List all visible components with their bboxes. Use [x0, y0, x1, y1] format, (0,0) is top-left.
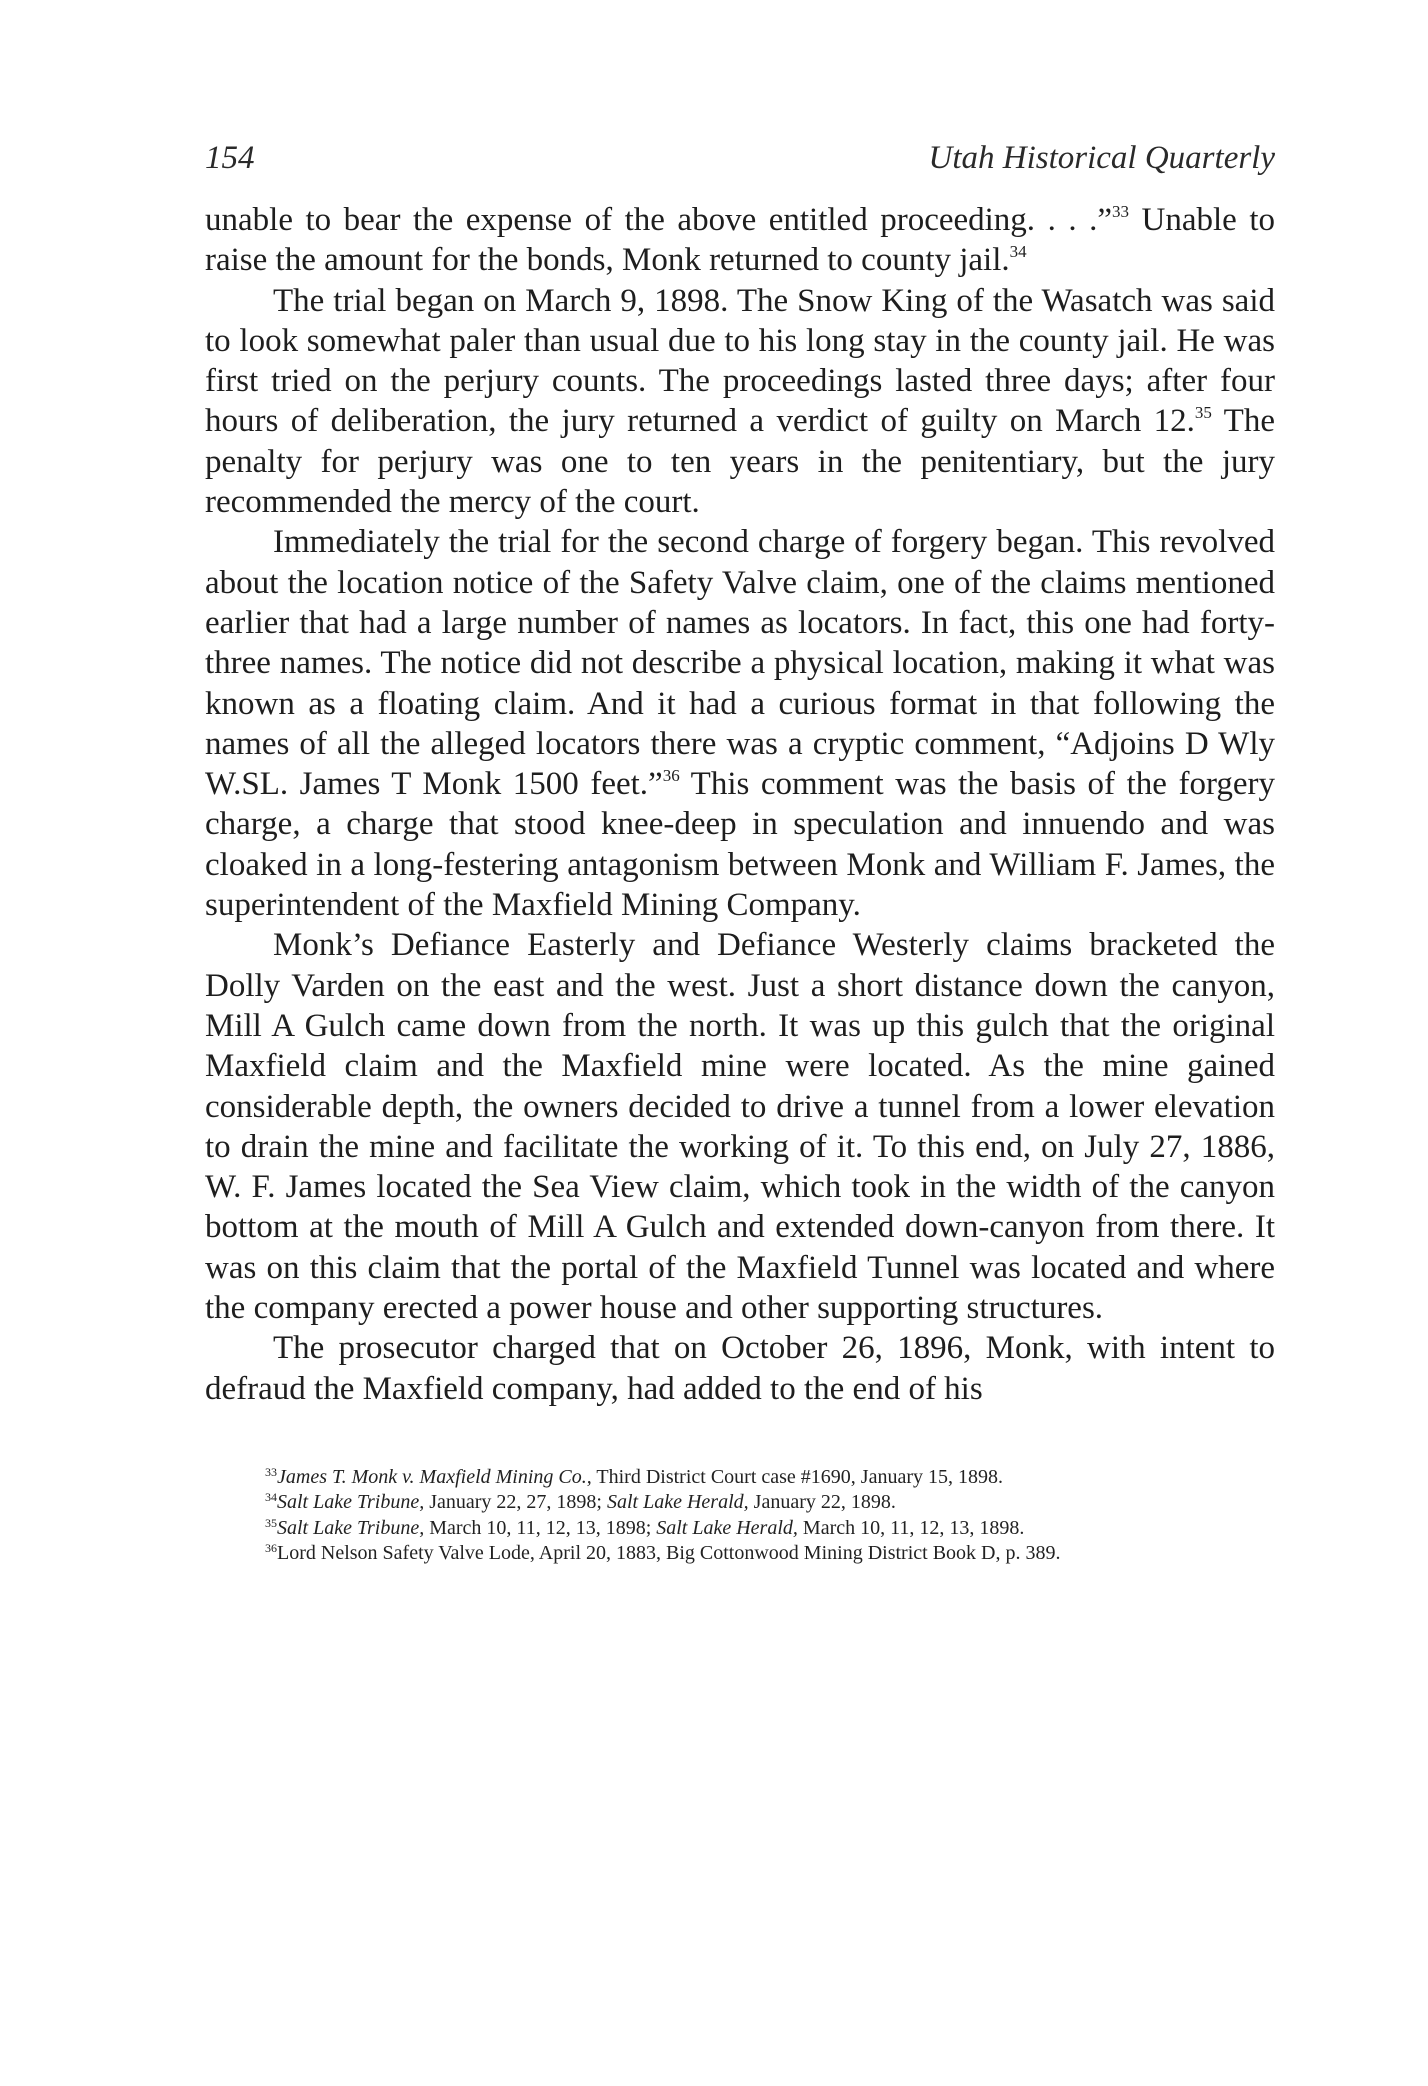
footnote-number: 33 — [265, 1464, 277, 1479]
paragraph-text: unable to bear the expense of the above entitled proceeding. . . .” — [205, 202, 1112, 238]
journal-title: Utah Historical Quarterly — [928, 140, 1275, 176]
paragraph-text: The penalty for perjury was one to ten years in the penitentiary, but the jury recommended the mercy of the court. — [205, 403, 1275, 521]
footnotes — [205, 1465, 1275, 1567]
footnote-35 — [265, 1516, 1275, 1542]
footnote-number: 36 — [265, 1541, 277, 1556]
paragraph-4: Monk’s Defiance Easterly and Defiance Westerly claims bracketed the Dolly Varden on the east and the west. Just a short distance down the canyon, Mill A Gulch came down from the north. It was up this gulch that the original Maxfield claim and the Maxfield mine were located. As the mine gained considerable depth, the owners decided to drive a tunnel from a lower elevation to drain the mine and facilitate the working of it. To this end, on July 27, 1886, W. F. James located the Sea View claim, which took in the width of the canyon bottom at the mouth of Mill A Gulch and extended down-canyon from there. It was on this claim that the portal of the Maxfield Tunnel was located and where the company erected a power house and other supporting structures. — [205, 927, 1275, 1327]
footnote-ref: 36 — [662, 766, 680, 786]
paragraph-1 — [205, 200, 1275, 281]
footnote-text: March 10, 11, 12, 13, 1898. — [797, 1516, 1025, 1539]
footnote-number: 35 — [265, 1515, 277, 1530]
body-text — [205, 200, 1275, 1409]
footnote-source: Salt Lake Tribune, — [277, 1516, 425, 1539]
footnote-ref: 34 — [1009, 242, 1027, 262]
paragraph-5: The prosecutor charged that on October 26, 1896, Monk, with intent to defraud the Maxfield company, had added to the end of his — [205, 1330, 1275, 1407]
footnote-source: Salt Lake Tribune, — [277, 1491, 425, 1514]
paragraph-3 — [205, 522, 1275, 925]
footnote-ref: 35 — [1194, 403, 1212, 423]
footnote-number: 34 — [265, 1490, 277, 1505]
footnote-text: March 10, 11, 12, 13, 1898; — [424, 1516, 657, 1539]
page-number: 154 — [205, 140, 255, 176]
page — [205, 140, 1275, 1567]
paragraph-text: The trial began on March 9, 1898. The Snow King of the Wasatch was said to look somewhat paler than usual due to his long stay in the county jail. He was first tried on the perjury counts. The proceedings lasted three days; after four hours of deliberation, the jury returned a verdict of guilty on March 12. — [205, 282, 1275, 440]
footnote-36 — [265, 1541, 1275, 1567]
footnote-ref: 33 — [1112, 202, 1129, 221]
footnote-34 — [265, 1490, 1275, 1516]
footnote-text: January 22, 1898. — [748, 1491, 896, 1514]
paragraph-text: Immediately the trial for the second charge of forgery began. This revolved about the location notice of the Safety Valve claim, one of the claims mentioned earlier that had a large number of names as locators. In fact, this one had forty-three names. The notice did not describe a physical location, making it what was known as a floating claim. And it had a curious format in that following the names of all the alleged locators there was a cryptic comment, “Adjoins D Wly W.SL. James T Monk 1500 feet.” — [205, 524, 1275, 803]
footnote-text: January 22, 27, 1898; — [424, 1491, 607, 1514]
paragraph-2 — [205, 281, 1275, 523]
footnote-33 — [265, 1465, 1275, 1491]
footnote-source: Salt Lake Herald, — [656, 1516, 798, 1539]
footnote-case-title: James T. Monk v. Maxfield Mining Co., — [277, 1465, 592, 1488]
footnote-source: Salt Lake Herald, — [607, 1491, 749, 1514]
paragraph-text: This comment was the basis of the forgery charge, a charge that stood knee-deep in speculation and innuendo and was cloaked in a long-festering antagonism between Monk and William F. James, the superintendent of the Maxfield Mining Company. — [205, 766, 1275, 924]
running-head — [205, 140, 1275, 184]
paragraph-text: Unable to raise the amount for the bonds, Monk returned to county jail. — [205, 202, 1275, 279]
footnote-text: Lord Nelson Safety Valve Lode, April 20, 1883, Big Cottonwood Mining District Book D, p. 389. — [277, 1542, 1061, 1565]
footnote-text: Third District Court case #1690, January 15, 1898. — [591, 1465, 1003, 1488]
